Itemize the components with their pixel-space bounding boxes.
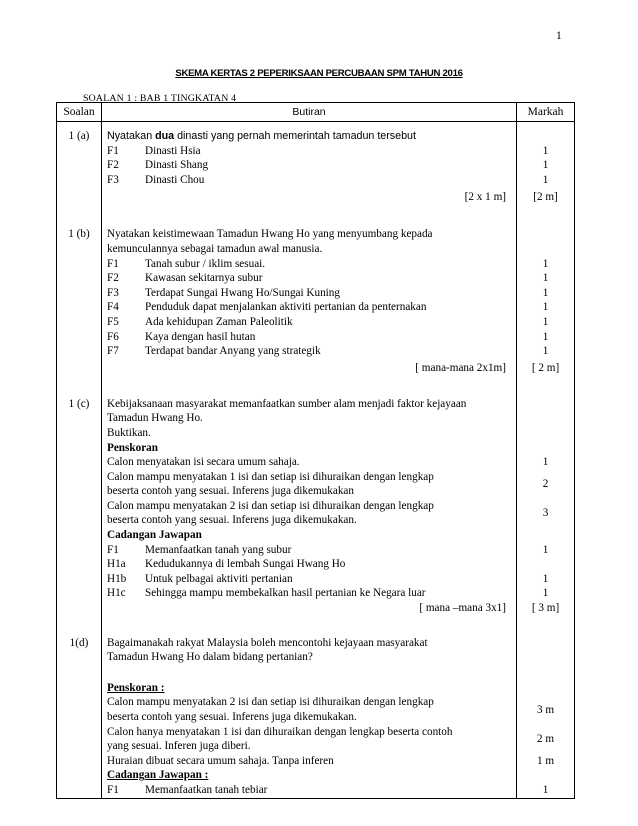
question-1b-text-line: kemunculannya sebagai tamadun awal manusia. <box>107 242 323 255</box>
scoring-criterion: Calon menyatakan isi secara umum sahaja. <box>107 456 300 469</box>
mark-value: 1 <box>542 301 549 314</box>
mark-total: [ 2 m] <box>531 361 560 374</box>
scoring-criterion: beserta contoh yang sesuai. Inferens juga dikemukakan. <box>107 711 357 723</box>
table-header-row <box>57 103 575 122</box>
question-1c-label-cell <box>57 397 102 636</box>
mark-value: 2 m <box>536 733 555 746</box>
question-1d-text-line: Bagaimanakah rakyat Malaysia boleh mencontohi kejayaan masyarakat <box>107 636 428 649</box>
mark-value: 1 m <box>536 754 555 767</box>
question-1c-text-line: Buktikan. <box>107 426 151 439</box>
question-1d-row <box>57 636 575 798</box>
mark-value: 1 <box>542 572 549 585</box>
cadangan-heading: Cadangan Jawapan : <box>107 769 209 782</box>
question-1b-total: [ mana-mana 2x1m] <box>415 361 506 374</box>
mark-total: [2 m] <box>533 191 558 204</box>
question-1c-row <box>57 397 575 636</box>
question-1a-text: Nyatakan dua dinasti yang pernah memerintah tamadun tersebut <box>107 130 416 142</box>
question-1b-body <box>102 227 517 396</box>
scoring-criterion: Calon mampu menyatakan 2 isi dan setiap isi dihuraikan dengan lengkap <box>107 696 434 709</box>
answer-item: H1a Kedudukannya di lembah Sungai Hwang Ho <box>107 558 346 571</box>
answer-item: F3 Terdapat Sungai Hwang Ho/Sungai Kuning <box>107 286 340 299</box>
question-1a-marks <box>517 122 575 228</box>
question-1d-label: 1(d) <box>69 636 89 649</box>
mark-value: 1 <box>542 345 549 358</box>
scoring-criterion: Huraian dibuat secara umum sahaja. Tanpa inferen <box>107 754 334 767</box>
page-number: 1 <box>556 30 562 42</box>
question-1b-marks <box>517 227 575 396</box>
question-1c-total: [ mana –mana 3x1] <box>419 602 506 615</box>
scoring-criterion: Calon hanya menyatakan 1 isi dan dihuraikan dengan lengkap beserta contoh <box>107 725 453 738</box>
answer-item: F1 Dinasti Hsia <box>107 144 201 157</box>
document-title: SKEMA KERTAS 2 PEPERIKSAAN PERCUBAAN SPM TAHUN 2016 <box>175 68 463 79</box>
scoring-criterion: yang sesuai. Inferen juga diberi. <box>107 740 251 753</box>
question-1c-marks <box>517 397 575 636</box>
question-1d-label-cell <box>57 636 102 798</box>
scoring-criterion: Calon mampu menyatakan 2 isi dan setiap isi dihuraikan dengan lengkap <box>107 499 434 512</box>
question-1b-row <box>57 227 575 396</box>
mark-value: 3 <box>542 507 549 520</box>
question-1d-body <box>102 636 517 798</box>
mark-value: 2 <box>542 478 549 491</box>
question-1a-label: 1 (a) <box>68 130 90 142</box>
mark-value: 1 <box>542 159 549 172</box>
question-1c-text-line: Tamadun Hwang Ho. <box>107 412 203 425</box>
mark-value: 1 <box>542 330 549 343</box>
question-1d-marks <box>517 636 575 798</box>
answer-item: F5 Ada kehidupan Zaman Paleolitik <box>107 315 293 328</box>
mark-value <box>517 557 574 572</box>
section-label: SOALAN 1 : BAB 1 TINGKATAN 4 <box>83 93 237 104</box>
answer-item: H1c Sehingga mampu membekalkan hasil pertanian ke Negara luar <box>107 587 426 600</box>
question-1a-total: [2 x 1 m] <box>464 191 506 204</box>
question-1a-body <box>102 122 517 228</box>
mark-value: 1 <box>542 286 549 299</box>
question-1a-row <box>57 122 575 228</box>
scoring-criterion: Calon mampu menyatakan 1 isi dan setiap isi dihuraikan dengan lengkap <box>107 470 434 483</box>
answer-item: F1 Memanfaatkan tanah yang subur <box>107 543 292 556</box>
question-1a-label-cell <box>57 122 102 228</box>
answer-item: F2 Dinasti Shang <box>107 159 209 172</box>
scoring-criterion: beserta contoh yang sesuai. Inferens juga dikemukakan <box>107 485 354 498</box>
marking-scheme-table <box>56 102 575 799</box>
header-markah: Markah <box>517 103 575 122</box>
question-1b-text-line: Nyatakan keistimewaan Tamadun Hwang Ho yang menyumbang kepada <box>107 228 433 241</box>
mark-value: 1 <box>542 144 549 157</box>
answer-item: H1b Untuk pelbagai aktiviti pertanian <box>107 572 293 585</box>
answer-item: F4 Penduduk dapat menjalankan aktiviti pertanian da penternakan <box>107 301 427 314</box>
question-1b-label-cell <box>57 227 102 396</box>
penskoran-heading: Penskoran : <box>107 681 165 694</box>
mark-value: 3 m <box>536 704 555 716</box>
mark-value: 1 <box>542 783 549 796</box>
mark-value: 1 <box>542 456 549 469</box>
mark-value: 1 <box>542 587 549 600</box>
question-1c-body <box>102 397 517 636</box>
header-soalan: Soalan <box>57 103 102 122</box>
answer-item: F2 Kawasan sekitarnya subur <box>107 272 263 285</box>
question-1c-text-line: Kebijaksanaan masyarakat memanfaatkan sumber alam menjadi faktor kejayaan <box>107 397 467 410</box>
cadangan-heading: Cadangan Jawapan <box>107 529 202 542</box>
mark-total: [ 3 m] <box>531 602 560 615</box>
answer-item: F1 Memanfaatkan tanah tebiar <box>107 783 268 796</box>
mark-value: 1 <box>542 257 549 270</box>
question-1c-label: 1 (c) <box>68 397 90 410</box>
answer-item: F6 Kaya dengan hasil hutan <box>107 330 256 343</box>
header-butiran: Butiran <box>102 103 517 122</box>
question-1d-text-line: Tamadun Hwang Ho dalam bidang pertanian? <box>107 651 313 664</box>
question-1b-label: 1 (b) <box>68 228 90 241</box>
mark-value: 1 <box>542 272 549 285</box>
penskoran-heading: Penskoran <box>107 441 158 454</box>
answer-item: F1 Tanah subur / iklim sesuai. <box>107 257 266 270</box>
answer-item: F7 Terdapat bandar Anyang yang strategik <box>107 345 321 358</box>
answer-item: F3 Dinasti Chou <box>107 173 205 186</box>
scoring-criterion: beserta contoh yang sesuai. Inferens juga dikemukakan. <box>107 514 357 527</box>
mark-value: 1 <box>542 315 549 328</box>
mark-value: 1 <box>542 543 549 556</box>
mark-value: 1 <box>542 173 549 186</box>
